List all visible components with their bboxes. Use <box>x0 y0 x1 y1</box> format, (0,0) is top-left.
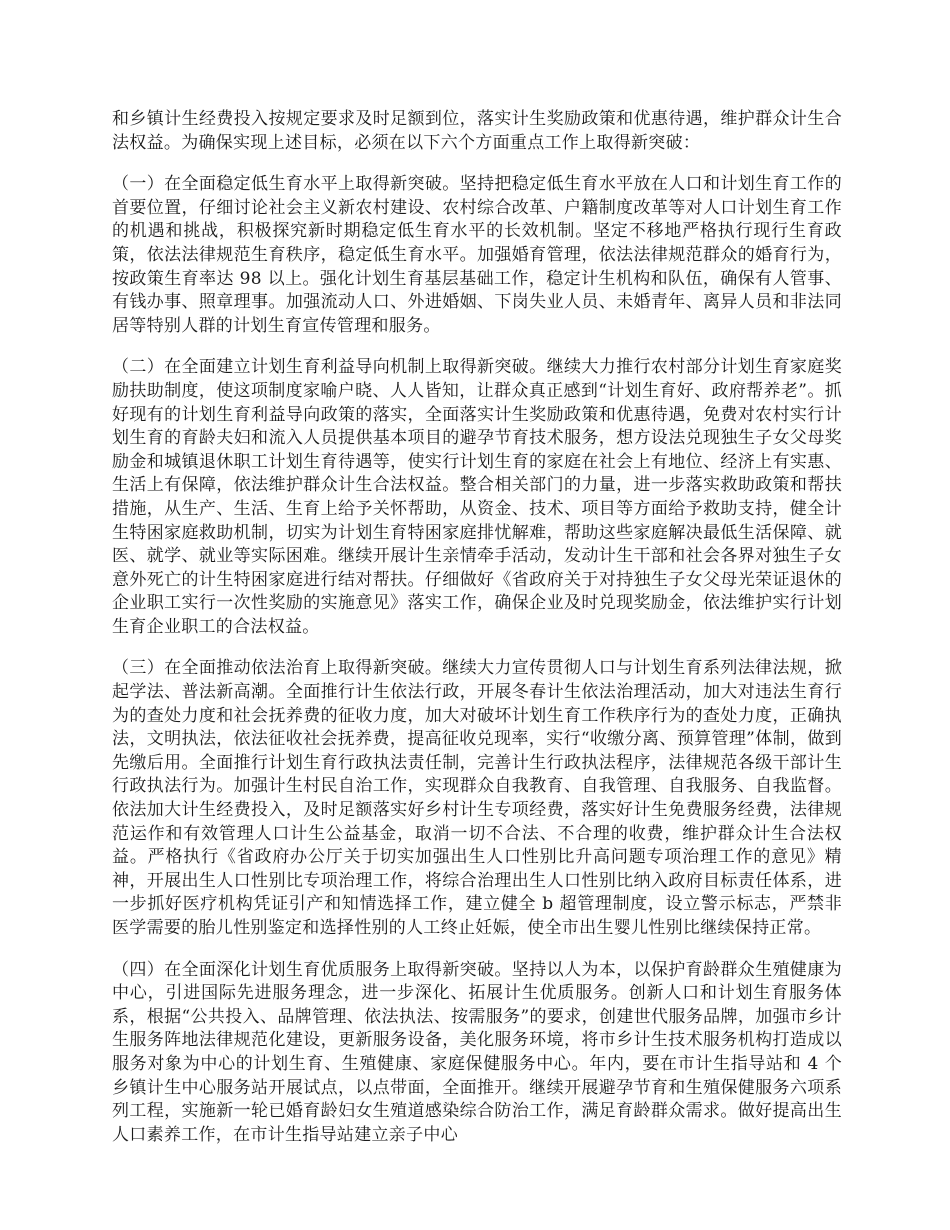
paragraph-section-3: （三）在全面推动依法治育上取得新突破。继续大力宣传贯彻人口与计划生育系列法律法规，掀起学法、普法新高潮。全面推行计生依法行政，开展冬春计生依法治理活动，加大对违法生育行为的查处力度和社会抚养费的征收力度，加大对破坏计划生育工作秩序行为的查处力度，正确执法，文明执法，依法征收社会抚养费，提高征收兑现率，实行“收缴分离、预算管理”体制，做到先缴后用。全面推行计划生育行政执法责任制，完善计生行政执法程序，法律规范各级干部计生行政执法行为。加强计生村民自治工作，实现群众自我教育、自我管理、自我服务、自我监督。依法加大计生经费投入，及时足额落实好乡村计生专项经费，落实好计生免费服务经费，法律规范运作和有效管理人口计生公益基金，取消一切不合法、不合理的收费，维护群众计生合法权益。严格执行《省政府办公厅关于切实加强出生人口性别比升高问题专项治理工作的意见》精神，开展出生人口性别比专项治理工作，将综合治理出生人口性别比纳入政府目标责任体系，进一步抓好医疗机构凭证引产和知情选择工作，建立健全 b 超管理制度，设立警示标志，严禁非医学需要的胎儿性别鉴定和选择性别的人工终止妊娠，使全市出生婴儿性别比继续保持正常。 <box>112 658 842 938</box>
paragraph-section-4: （四）在全面深化计划生育优质服务上取得新突破。坚持以人为本，以保护育龄群众生殖健康为中心，引进国际先进服务理念，进一步深化、拓展计生优质服务。创新人口和计划生育服务体系，根据“公共投入、品牌管理、依法执法、按需服务”的要求，创建世代服务品牌，加强市乡计生服务阵地法律规范化建设，更新服务设备，美化服务环境，将市乡计生技术服务机构打造成以服务对象为中心的计划生育、生殖健康、家庭保健服务中心。年内，要在市计生指导站和 4 个乡镇计生中心服务站开展试点，以点带面，全面推开。继续开展避孕节育和生殖保健服务六项系列工程，实施新一轮已婚育龄妇女生殖道感染综合防治工作，满足育龄群众需求。做好提高出生人口素养工作，在市计生指导站建立亲子中心 <box>112 959 842 1145</box>
paragraph-section-2: （二）在全面建立计划生育利益导向机制上取得新突破。继续大力推行农村部分计划生育家庭奖励扶助制度，使这项制度家喻户晓、人人皆知，让群众真正感到“计划生育好、政府帮养老”。抓好现有的计划生育利益导向政策的落实，全面落实计生奖励政策和优惠待遇，免费对农村实行计划生育的育龄夫妇和流入人员提供基本项目的避孕节育技术服务，想方设法兑现独生子女父母奖励金和城镇退休职工计划生育待遇等，使实行计划生育的家庭在社会上有地位、经济上有实惠、生活上有保障，依法维护群众计生合法权益。整合相关部门的力量，进一步落实救助政策和帮扶措施，从生产、生活、生育上给予关怀帮助，从资金、技术、项目等方面给予救助支持，健全计生特困家庭救助机制，切实为计划生育特困家庭排忧解难，帮助这些家庭解决最低生活保障、就医、就学、就业等实际困难。继续开展计生亲情牵手活动，发动计生干部和社会各界对独生子女意外死亡的计生特困家庭进行结对帮扶。仔细做好《省政府关于对持独生子女父母光荣证退休的企业职工实行一次性奖励的实施意见》落实工作，确保企业及时兑现奖励金，依法维护实行计划生育企业职工的合法权益。 <box>112 357 842 637</box>
paragraph-section-1: （一）在全面稳定低生育水平上取得新突破。坚持把稳定低生育水平放在人口和计划生育工作的首要位置，仔细讨论社会主义新农村建设、农村综合改革、户籍制度改革等对人口计划生育工作的机遇和挑战，积极探究新时期稳定低生育水平的长效机制。坚定不移地严格执行现行生育政策，依法法律规范生育秩序，稳定低生育水平。加强婚育管理，依法法律规范群众的婚育行为，按政策生育率达 98 以上。强化计划生育基层基础工作，稳定计生机构和队伍，确保有人管事、有钱办事、照章理事。加强流动人口、外进婚姻、下岗失业人员、未婚青年、离异人员和非法同居等特别人群的计划生育宣传管理和服务。 <box>112 174 842 336</box>
document-page <box>112 108 842 1165</box>
paragraph-intro: 和乡镇计生经费投入按规定要求及时足额到位，落实计生奖励政策和优惠待遇，维护群众计生合法权益。为确保实现上述目标，必须在以下六个方面重点工作上取得新突破： <box>112 109 842 153</box>
